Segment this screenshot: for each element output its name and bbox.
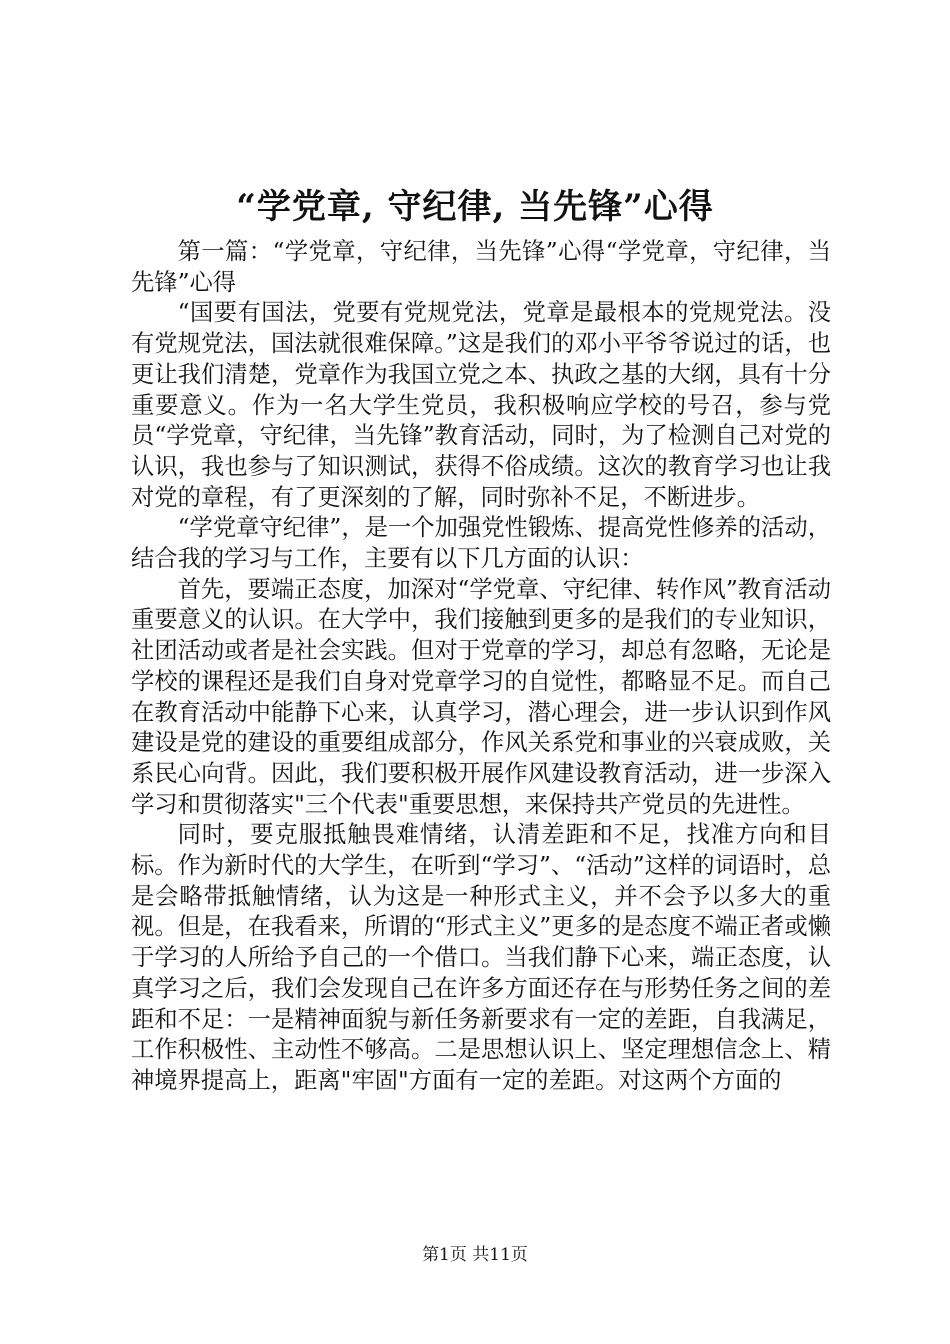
paragraph: 首先，要端正态度，加深对“学党章、守纪律、转作风”教育活动重要意义的认识。在大学中，我们接触到更多的是我们的专业知识，社团活动或者是社会实践。但对于党章的学习，却总有忽略，无论是学校的课程还是我们自身对党章学习的自觉性，都略显不足。而自己在教育活动中能静下心来，认真学习，潜心理会，进一步认识到作风建设是党的建设的重要组成部分，作风关系党和事业的兴衰成败，关系民心向背。因此，我们要积极开展作风建设教育活动，进一步深入学习和贯彻落实"三个代表"重要思想，来保持共产党员的先进性。 [131,575,831,818]
paragraph: 第一篇：“学党章，守纪律，当先锋”心得“学党章，守纪律，当先锋”心得 [131,238,831,296]
paragraph: 同时，要克服抵触畏难情绪，认清差距和不足，找准方向和目标。作为新时代的大学生，在听到“学习”、“活动”这样的词语时，总是会略带抵触情绪，认为这是一种形式主义，并不会予以多大的重视。但是，在我看来，所谓的“形式主义”更多的是态度不端正者或懒于学习的人所给予自己的一个借口。当我们静下心来，端正态度，认真学习之后，我们会发现自己在许多方面还存在与形势任务之间的差距和不足：一是精神面貌与新任务新要求有一定的差距，自我满足，工作积极性、主动性不够高。二是思想认识上、坚定理想信念上、精神境界提高上，距离"牢固"方面有一定的差距。对这两个方面的 [131,821,831,1094]
paragraph: “国要有国法，党要有党规党法，党章是最根本的党规党法。没有党规党法，国法就很难保障。”这是我们的邓小平爷爷说过的话，也更让我们清楚，党章作为我国立党之本、执政之基的大纲，具有十分重要意义。作为一名大学生党员，我积极响应学校的号召，参与党员“学党章，守纪律，当先锋”教育活动，同时，为了检测自己对党的认识，我也参与了知识测试，获得不俗成绩。这次的教育学习也让我对党的章程，有了更深刻的了解，同时弥补不足，不断进步。 [131,299,831,511]
document-title: “学党章, 守纪律, 当先锋”心得 [236,187,714,227]
page-footer: 第1页 共11页 [422,1245,528,1265]
document-body [131,237,831,1097]
paragraph: “学党章守纪律”，是一个加强党性锻炼、提高党性修养的活动，结合我的学习与工作，主要有以下几方面的认识： [131,514,831,573]
